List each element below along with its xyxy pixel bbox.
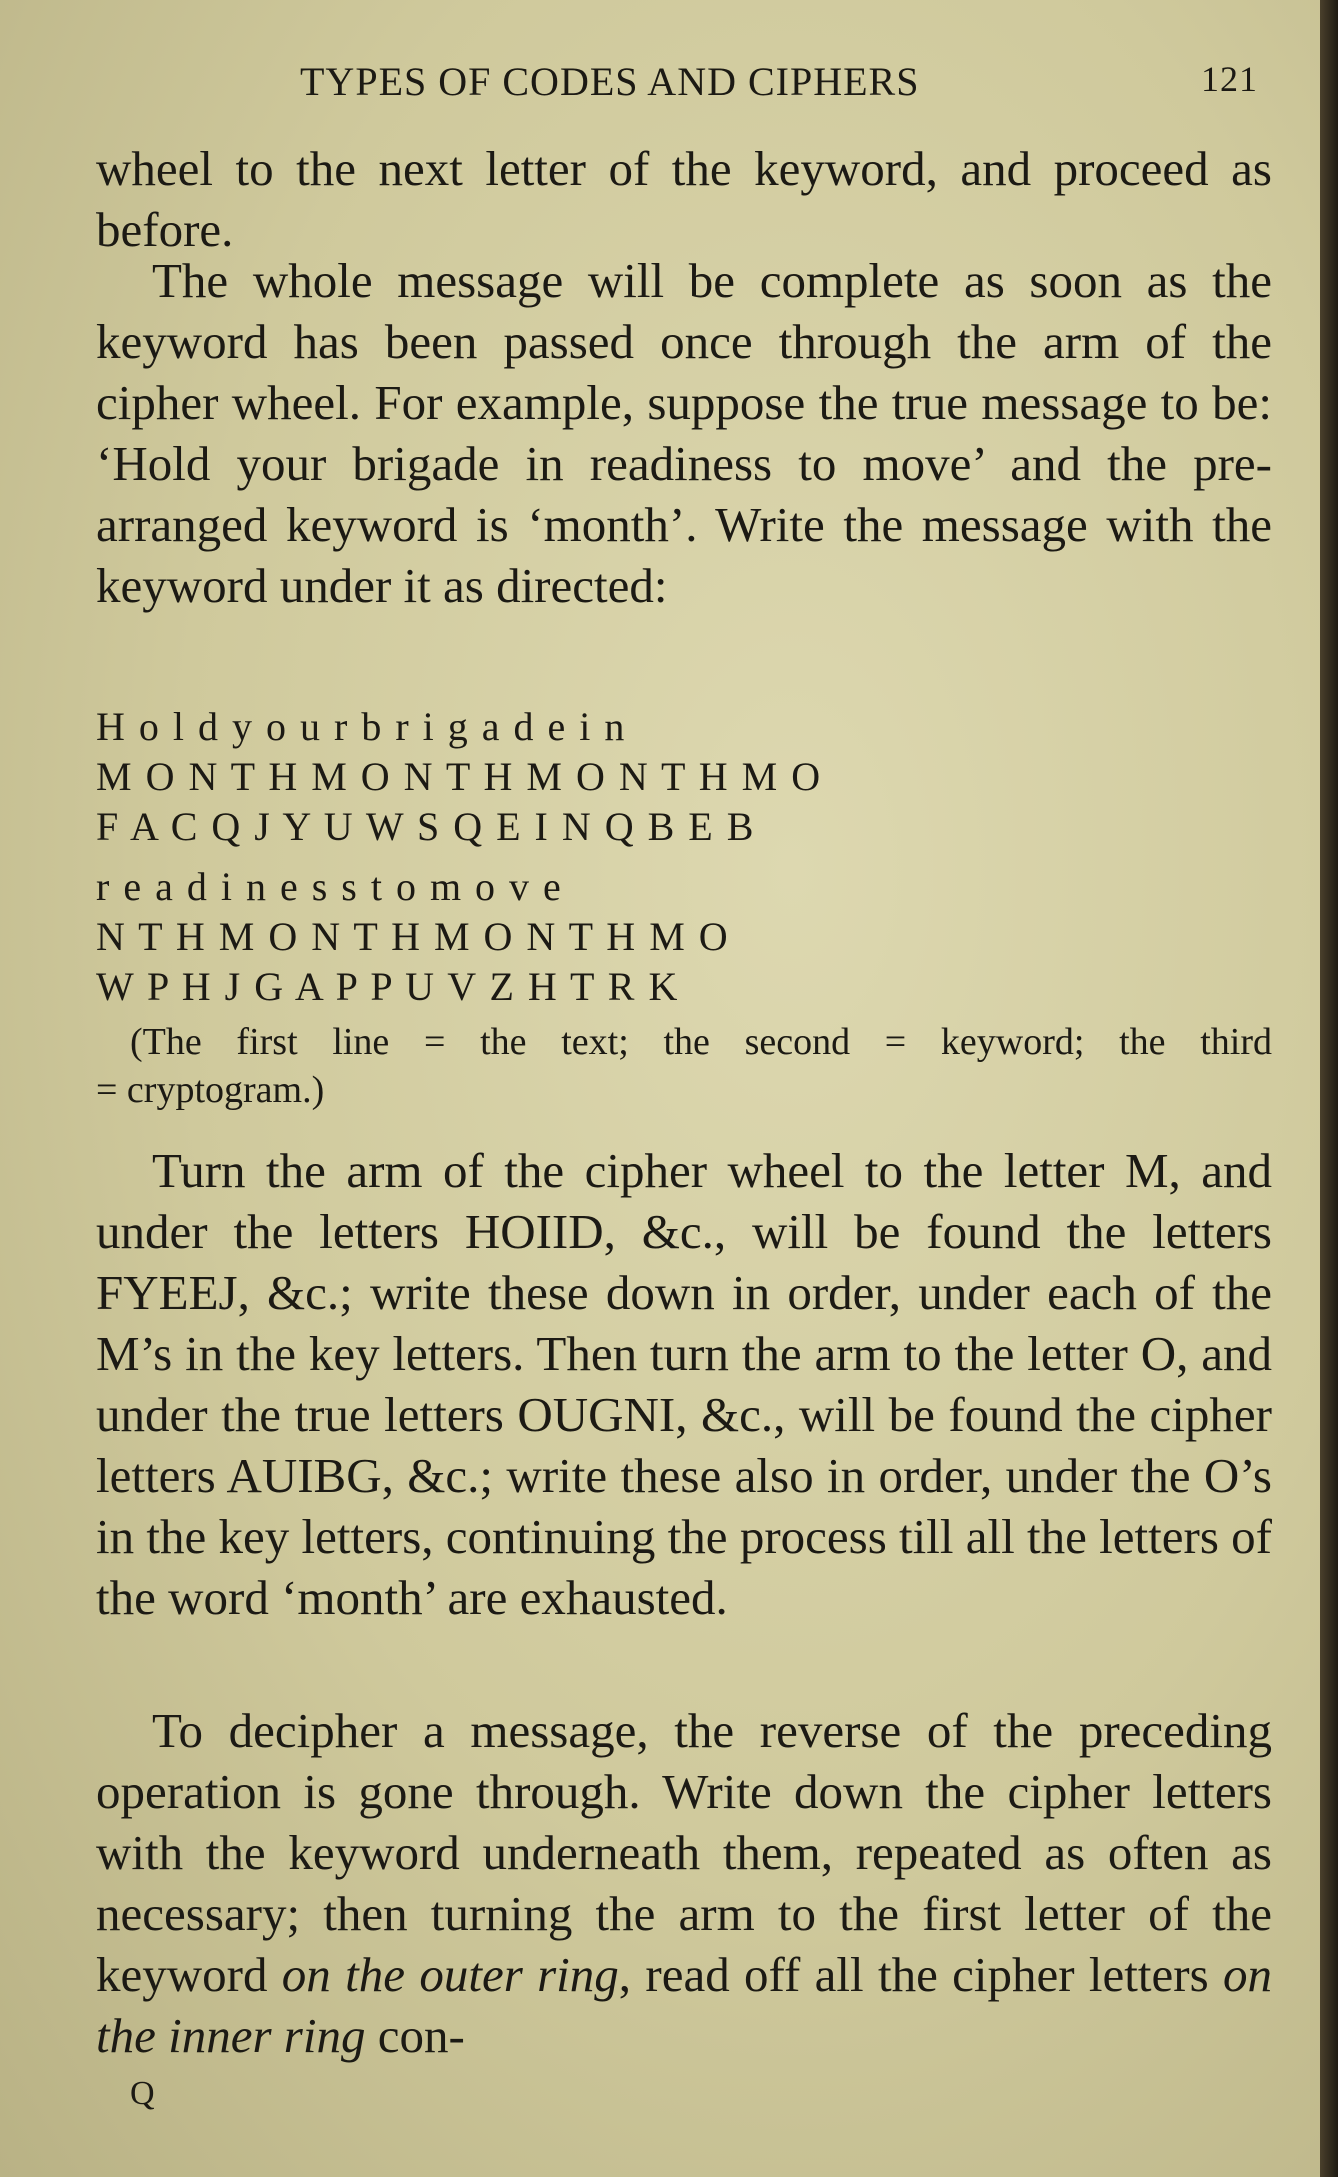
cipher-note <box>96 1018 1272 1114</box>
paragraph-1: wheel to the next letter of the keyword, and proceed as before. <box>96 141 1272 257</box>
cipher-block-2 <box>96 862 1156 1012</box>
keyword-row: N T H M O N T H M O N T H M O <box>96 914 730 959</box>
page-edge <box>1320 0 1338 2177</box>
plaintext-row: H o l d y o u r b r i g a d e i n <box>96 704 627 749</box>
paragraph-4-text: To decipher a message, the reverse of the preceding operation is gone through. Write down the cipher letters with the keyword underneath them, repeated as often as necessary; then turning the arm to the first letter of the keyword <box>96 1703 1272 2002</box>
page-number: 121 <box>1201 59 1258 99</box>
signature-mark: Q <box>130 2075 155 2112</box>
cryptogram-row: W P H J G A P P U V Z H T R K <box>96 964 680 1009</box>
cipher-block-1 <box>96 702 1156 852</box>
keyword-row: M O N T H M O N T H M O N T H M O <box>96 754 823 799</box>
plaintext-row: r e a d i n e s s t o m o v e <box>96 864 563 909</box>
paragraph-4-italic-outer-ring: on the outer ring <box>281 1947 619 2002</box>
paragraph-4-italic-inner-ring: on the inner ring <box>96 1947 1272 2063</box>
note-line-1: (The first line = the text; the second = keyword; the third <box>130 1021 1272 1063</box>
paragraph-2: The whole message will be complete as soon as the keyword has been passed once through the arm of the cipher wheel. For example, suppose the true message to be: ‘Hold your brigade in readiness to move’ and the pre-arranged keyword is ‘month’. Write the message with the keyword under it as directed: <box>96 253 1272 613</box>
running-title: TYPES OF CODES AND CIPHERS <box>300 59 920 104</box>
note-line-2: = cryptogram.) <box>96 1069 325 1111</box>
paragraph-4 <box>96 1700 1272 2066</box>
cryptogram-row: F A C Q J Y U W S Q E I N Q B E B <box>96 804 756 849</box>
paragraph-4-text-end: con- <box>365 2008 465 2063</box>
paragraph-3: Turn the arm of the cipher wheel to the letter M, and under the letters HOIID, &c., will be found the letters FYEEJ, &c.; write these down in order, under each of the M’s in the key letters. Then turn the arm to the letter O, and under the true letters OUGNI, &c., will be found the cipher letters AUIBG, &c.; write these also in order, under the O’s in the key letters, continuing the process till all the letters of the word ‘month’ are exhausted. <box>96 1143 1272 1625</box>
paragraph-4-text-mid: , read off all the cipher letters <box>618 1947 1223 2002</box>
